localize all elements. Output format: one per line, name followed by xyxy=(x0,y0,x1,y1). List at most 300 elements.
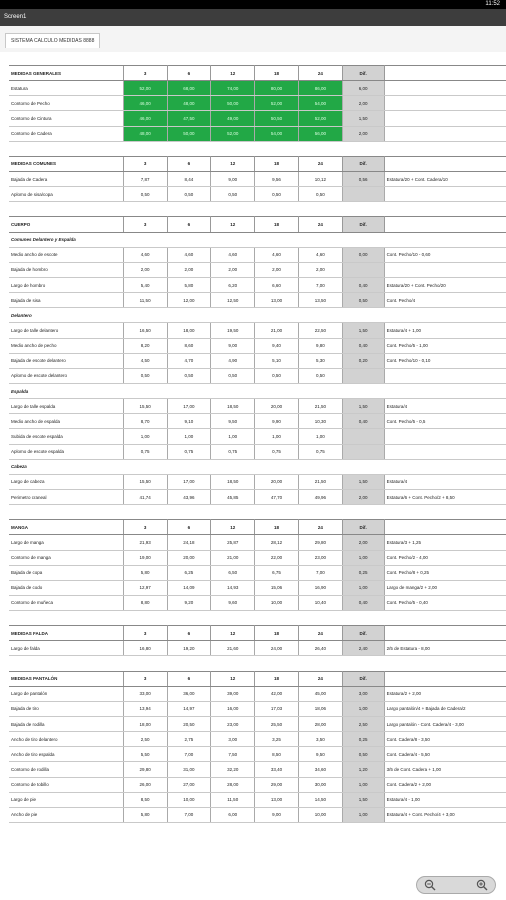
size-header-cell[interactable]: 6 xyxy=(167,217,211,232)
dif-cell[interactable]: 1,00 xyxy=(342,580,384,595)
value-cell[interactable]: 18,50 xyxy=(211,474,255,489)
formula-cell[interactable]: Cont. Pecho/4 xyxy=(384,293,506,308)
value-cell[interactable]: 80,00 xyxy=(255,81,299,96)
formula-cell[interactable] xyxy=(384,96,506,111)
value-cell[interactable]: 18,06 xyxy=(298,701,342,716)
value-cell[interactable]: 1,00 xyxy=(255,429,299,444)
size-header-cell[interactable]: 12 xyxy=(211,66,255,81)
dif-cell[interactable]: 1,00 xyxy=(342,550,384,565)
formula-cell[interactable]: Estatura/20 + Cont. Pecho/20 xyxy=(384,277,506,292)
value-cell[interactable]: 86,00 xyxy=(298,81,342,96)
value-cell[interactable]: 2,00 xyxy=(123,262,167,277)
measure-label[interactable]: Aplomo de sisa/copa xyxy=(9,187,123,202)
value-cell[interactable]: 16,90 xyxy=(298,580,342,595)
value-cell[interactable]: 9,90 xyxy=(255,414,299,429)
value-cell[interactable]: 9,56 xyxy=(255,171,299,186)
size-header-cell[interactable]: 24 xyxy=(298,671,342,686)
measure-label[interactable]: Estatura xyxy=(9,81,123,96)
dif-cell[interactable]: 1,50 xyxy=(342,792,384,807)
value-cell[interactable]: 52,00 xyxy=(298,111,342,126)
dif-cell[interactable]: 1,50 xyxy=(342,399,384,414)
value-cell[interactable]: 10,40 xyxy=(298,595,342,610)
value-cell[interactable]: 0,50 xyxy=(211,368,255,383)
value-cell[interactable]: 5,40 xyxy=(123,277,167,292)
formula-header-cell[interactable] xyxy=(384,520,506,535)
measure-label[interactable]: Medio ancho de pecho xyxy=(9,338,123,353)
value-cell[interactable]: 47,50 xyxy=(167,111,211,126)
value-cell[interactable]: 24,00 xyxy=(255,641,299,656)
value-cell[interactable]: 6,75 xyxy=(255,565,299,580)
size-header-cell[interactable]: 3 xyxy=(123,520,167,535)
dif-cell[interactable]: 1,00 xyxy=(342,807,384,822)
value-cell[interactable]: 11,50 xyxy=(123,293,167,308)
value-cell[interactable]: 31,00 xyxy=(167,762,211,777)
formula-header-cell[interactable] xyxy=(384,626,506,641)
measure-label[interactable]: Medio ancho de escote xyxy=(9,247,123,262)
size-header-cell[interactable]: 3 xyxy=(123,217,167,232)
value-cell[interactable]: 0,50 xyxy=(298,187,342,202)
measure-label[interactable]: Aplomo de escote espalda xyxy=(9,444,123,459)
value-cell[interactable]: 9,50 xyxy=(298,747,342,762)
size-header-cell[interactable]: 24 xyxy=(298,66,342,81)
value-cell[interactable]: 0,50 xyxy=(211,187,255,202)
size-header-cell[interactable]: 18 xyxy=(255,520,299,535)
dif-cell[interactable]: 0,50 xyxy=(342,293,384,308)
subsection-label[interactable]: Delantero xyxy=(9,308,506,323)
formula-header-cell[interactable] xyxy=(384,66,506,81)
value-cell[interactable]: 10,00 xyxy=(167,792,211,807)
value-cell[interactable]: 7,87 xyxy=(123,171,167,186)
formula-cell[interactable]: Estatura/4 - 1,00 xyxy=(384,792,506,807)
value-cell[interactable]: 0,50 xyxy=(167,187,211,202)
dif-cell[interactable]: 2,40 xyxy=(342,641,384,656)
dif-cell[interactable]: 0,56 xyxy=(342,171,384,186)
size-header-cell[interactable]: 6 xyxy=(167,671,211,686)
value-cell[interactable]: 4,60 xyxy=(167,247,211,262)
value-cell[interactable]: 30,00 xyxy=(298,777,342,792)
value-cell[interactable]: 9,00 xyxy=(255,807,299,822)
value-cell[interactable]: 3,00 xyxy=(211,732,255,747)
value-cell[interactable]: 10,00 xyxy=(298,807,342,822)
value-cell[interactable]: 8,44 xyxy=(167,171,211,186)
value-cell[interactable]: 18,00 xyxy=(123,717,167,732)
value-cell[interactable]: 20,00 xyxy=(167,550,211,565)
formula-cell[interactable]: Estatura/3 + 1,25 xyxy=(384,535,506,550)
measure-label[interactable]: Largo de cabeza xyxy=(9,474,123,489)
value-cell[interactable]: 3,50 xyxy=(298,732,342,747)
value-cell[interactable]: 4,70 xyxy=(167,353,211,368)
zoom-in-button[interactable] xyxy=(473,878,491,892)
value-cell[interactable]: 5,80 xyxy=(123,565,167,580)
dif-header-cell[interactable]: Dif. xyxy=(342,671,384,686)
value-cell[interactable]: 32,20 xyxy=(211,762,255,777)
value-cell[interactable]: 15,06 xyxy=(255,580,299,595)
value-cell[interactable]: 9,40 xyxy=(255,338,299,353)
size-header-cell[interactable]: 6 xyxy=(167,520,211,535)
size-header-cell[interactable]: 24 xyxy=(298,217,342,232)
value-cell[interactable]: 20,00 xyxy=(255,474,299,489)
value-cell[interactable]: 21,00 xyxy=(255,323,299,338)
value-cell[interactable]: 0,50 xyxy=(167,368,211,383)
subsection-label[interactable]: Comunes Delantero y Espalda xyxy=(9,232,506,247)
value-cell[interactable]: 1,00 xyxy=(123,429,167,444)
value-cell[interactable]: 2,00 xyxy=(167,262,211,277)
value-cell[interactable]: 20,00 xyxy=(255,399,299,414)
value-cell[interactable]: 0,75 xyxy=(255,444,299,459)
dif-cell[interactable]: 0,40 xyxy=(342,277,384,292)
value-cell[interactable]: 2,50 xyxy=(123,732,167,747)
measure-label[interactable]: Perimetro craneal xyxy=(9,489,123,504)
value-cell[interactable]: 21,60 xyxy=(211,641,255,656)
value-cell[interactable]: 9,50 xyxy=(211,414,255,429)
value-cell[interactable]: 47,70 xyxy=(255,489,299,504)
measure-label[interactable]: Bajada de copa xyxy=(9,565,123,580)
formula-cell[interactable]: Cont. Cadera/8 - 3,50 xyxy=(384,732,506,747)
value-cell[interactable]: 7,00 xyxy=(167,747,211,762)
value-cell[interactable]: 6,25 xyxy=(167,565,211,580)
value-cell[interactable]: 14,97 xyxy=(167,701,211,716)
value-cell[interactable]: 1,00 xyxy=(167,429,211,444)
value-cell[interactable]: 0,50 xyxy=(123,368,167,383)
size-header-cell[interactable]: 3 xyxy=(123,156,167,171)
section-title[interactable]: MANGA xyxy=(9,520,123,535)
size-header-cell[interactable]: 6 xyxy=(167,156,211,171)
value-cell[interactable]: 8,50 xyxy=(123,792,167,807)
value-cell[interactable]: 25,87 xyxy=(211,535,255,550)
formula-cell[interactable]: 2/5 de Estatura - 8,00 xyxy=(384,641,506,656)
formula-cell[interactable]: Cont. Pecho/2 - 4,00 xyxy=(384,550,506,565)
value-cell[interactable]: 20,50 xyxy=(167,717,211,732)
value-cell[interactable]: 15,50 xyxy=(123,399,167,414)
measure-label[interactable]: Largo de talle delantero xyxy=(9,323,123,338)
size-header-cell[interactable]: 3 xyxy=(123,626,167,641)
dif-cell[interactable] xyxy=(342,262,384,277)
size-header-cell[interactable]: 18 xyxy=(255,626,299,641)
measure-label[interactable]: Ancho de pie xyxy=(9,807,123,822)
value-cell[interactable]: 9,60 xyxy=(211,595,255,610)
formula-cell[interactable]: Cont. Pecho/8 + 0,25 xyxy=(384,565,506,580)
formula-cell[interactable]: Cont. Pecho/5 - 1,00 xyxy=(384,338,506,353)
value-cell[interactable]: 14,50 xyxy=(298,792,342,807)
value-cell[interactable]: 15,50 xyxy=(123,474,167,489)
value-cell[interactable]: 43,96 xyxy=(167,489,211,504)
dif-cell[interactable]: 0,25 xyxy=(342,565,384,580)
value-cell[interactable]: 8,50 xyxy=(255,747,299,762)
dif-cell[interactable]: 2,00 xyxy=(342,96,384,111)
value-cell[interactable]: 9,20 xyxy=(167,595,211,610)
value-cell[interactable]: 49,00 xyxy=(211,111,255,126)
value-cell[interactable]: 56,00 xyxy=(298,126,342,141)
formula-header-cell[interactable] xyxy=(384,156,506,171)
value-cell[interactable]: 21,50 xyxy=(298,399,342,414)
value-cell[interactable]: 3,25 xyxy=(255,732,299,747)
value-cell[interactable]: 6,50 xyxy=(211,565,255,580)
value-cell[interactable]: 4,60 xyxy=(211,247,255,262)
formula-header-cell[interactable] xyxy=(384,671,506,686)
formula-cell[interactable] xyxy=(384,126,506,141)
formula-cell[interactable] xyxy=(384,429,506,444)
size-header-cell[interactable]: 3 xyxy=(123,671,167,686)
section-title[interactable]: MEDIDAS PANTALÓN xyxy=(9,671,123,686)
dif-cell[interactable]: 1,50 xyxy=(342,323,384,338)
value-cell[interactable]: 74,00 xyxy=(211,81,255,96)
value-cell[interactable]: 2,00 xyxy=(211,262,255,277)
dif-cell[interactable] xyxy=(342,429,384,444)
measure-label[interactable]: Largo de falda xyxy=(9,641,123,656)
value-cell[interactable]: 10,12 xyxy=(298,171,342,186)
value-cell[interactable]: 39,00 xyxy=(211,686,255,701)
value-cell[interactable]: 46,00 xyxy=(123,111,167,126)
value-cell[interactable]: 52,00 xyxy=(123,81,167,96)
value-cell[interactable]: 17,00 xyxy=(167,474,211,489)
value-cell[interactable]: 5,50 xyxy=(123,747,167,762)
dif-cell[interactable] xyxy=(342,444,384,459)
size-header-cell[interactable]: 18 xyxy=(255,156,299,171)
value-cell[interactable]: 54,00 xyxy=(298,96,342,111)
dif-cell[interactable]: 0,40 xyxy=(342,414,384,429)
dif-cell[interactable]: 2,50 xyxy=(342,717,384,732)
value-cell[interactable]: 12,97 xyxy=(123,580,167,595)
formula-cell[interactable]: Estatura/6 + Cont. Pecho/2 + 8,50 xyxy=(384,489,506,504)
value-cell[interactable]: 11,50 xyxy=(211,792,255,807)
formula-cell[interactable] xyxy=(384,81,506,96)
value-cell[interactable]: 22,50 xyxy=(298,323,342,338)
value-cell[interactable]: 4,60 xyxy=(255,247,299,262)
value-cell[interactable]: 0,75 xyxy=(123,444,167,459)
measure-label[interactable]: Bajada de hombro xyxy=(9,262,123,277)
measure-label[interactable]: Contorno de tobillo xyxy=(9,777,123,792)
measure-label[interactable]: Medio ancho de espalda xyxy=(9,414,123,429)
dif-header-cell[interactable]: Dif. xyxy=(342,520,384,535)
value-cell[interactable]: 16,00 xyxy=(211,701,255,716)
size-header-cell[interactable]: 6 xyxy=(167,66,211,81)
value-cell[interactable]: 28,12 xyxy=(255,535,299,550)
measure-label[interactable]: Largo de manga xyxy=(9,535,123,550)
formula-cell[interactable]: Largo pantalón - Cont. Cadera/4 - 3,00 xyxy=(384,717,506,732)
dif-cell[interactable]: 0,40 xyxy=(342,338,384,353)
value-cell[interactable]: 49,96 xyxy=(298,489,342,504)
measure-label[interactable]: Bajada de escote delantero xyxy=(9,353,123,368)
value-cell[interactable]: 1,00 xyxy=(298,429,342,444)
dif-header-cell[interactable]: Dif. xyxy=(342,626,384,641)
value-cell[interactable]: 5,80 xyxy=(123,807,167,822)
value-cell[interactable]: 50,00 xyxy=(167,126,211,141)
formula-cell[interactable]: Estatura/4 xyxy=(384,474,506,489)
value-cell[interactable]: 25,50 xyxy=(255,717,299,732)
value-cell[interactable]: 26,00 xyxy=(123,777,167,792)
value-cell[interactable]: 24,18 xyxy=(167,535,211,550)
size-header-cell[interactable]: 12 xyxy=(211,671,255,686)
value-cell[interactable]: 28,00 xyxy=(298,717,342,732)
measure-label[interactable]: Contorno de Cadera xyxy=(9,126,123,141)
value-cell[interactable]: 0,50 xyxy=(255,187,299,202)
value-cell[interactable]: 33,00 xyxy=(123,686,167,701)
size-header-cell[interactable]: 12 xyxy=(211,156,255,171)
formula-cell[interactable]: Cont. Cadera/4 - 5,50 xyxy=(384,747,506,762)
formula-cell[interactable] xyxy=(384,262,506,277)
dif-cell[interactable]: 2,00 xyxy=(342,535,384,550)
value-cell[interactable]: 41,74 xyxy=(123,489,167,504)
value-cell[interactable]: 45,85 xyxy=(211,489,255,504)
value-cell[interactable]: 21,00 xyxy=(211,550,255,565)
measure-label[interactable]: Aplomo de escote delantero xyxy=(9,368,123,383)
value-cell[interactable]: 6,20 xyxy=(211,277,255,292)
value-cell[interactable]: 0,50 xyxy=(255,368,299,383)
value-cell[interactable]: 19,50 xyxy=(211,323,255,338)
value-cell[interactable]: 0,50 xyxy=(298,368,342,383)
value-cell[interactable]: 0,75 xyxy=(167,444,211,459)
subsection-label[interactable]: Cabeza xyxy=(9,459,506,474)
formula-cell[interactable] xyxy=(384,368,506,383)
value-cell[interactable]: 8,60 xyxy=(167,338,211,353)
value-cell[interactable]: 16,50 xyxy=(123,323,167,338)
dif-cell[interactable]: 2,00 xyxy=(342,489,384,504)
value-cell[interactable]: 48,00 xyxy=(123,126,167,141)
value-cell[interactable]: 0,75 xyxy=(298,444,342,459)
dif-cell[interactable] xyxy=(342,187,384,202)
size-header-cell[interactable]: 24 xyxy=(298,156,342,171)
formula-cell[interactable]: Cont. Pecho/10 - 0,60 xyxy=(384,247,506,262)
measure-label[interactable]: Contorno de rodilla xyxy=(9,762,123,777)
value-cell[interactable]: 0,50 xyxy=(123,187,167,202)
value-cell[interactable]: 33,40 xyxy=(255,762,299,777)
value-cell[interactable]: 2,00 xyxy=(255,262,299,277)
value-cell[interactable]: 10,00 xyxy=(255,595,299,610)
value-cell[interactable]: 12,00 xyxy=(167,293,211,308)
value-cell[interactable]: 8,80 xyxy=(123,595,167,610)
section-title[interactable]: MEDIDAS COMUNES xyxy=(9,156,123,171)
dif-cell[interactable]: 1,00 xyxy=(342,777,384,792)
section-title[interactable]: MEDIDAS FALDA xyxy=(9,626,123,641)
value-cell[interactable]: 68,00 xyxy=(167,81,211,96)
value-cell[interactable]: 9,00 xyxy=(211,171,255,186)
size-header-cell[interactable]: 12 xyxy=(211,217,255,232)
value-cell[interactable]: 8,70 xyxy=(123,414,167,429)
value-cell[interactable]: 6,60 xyxy=(255,277,299,292)
dif-cell[interactable]: 1,20 xyxy=(342,762,384,777)
value-cell[interactable]: 4,60 xyxy=(298,247,342,262)
value-cell[interactable]: 36,00 xyxy=(167,686,211,701)
value-cell[interactable]: 18,50 xyxy=(211,399,255,414)
size-header-cell[interactable]: 24 xyxy=(298,520,342,535)
measure-label[interactable]: Subida de escote espalda xyxy=(9,429,123,444)
value-cell[interactable]: 16,80 xyxy=(123,641,167,656)
value-cell[interactable]: 50,50 xyxy=(255,111,299,126)
formula-cell[interactable]: Estatura/4 + Cont. Pecho/4 + 3,00 xyxy=(384,807,506,822)
measure-label[interactable]: Bajada de Cadera xyxy=(9,171,123,186)
value-cell[interactable]: 21,93 xyxy=(123,535,167,550)
value-cell[interactable]: 6,00 xyxy=(211,807,255,822)
value-cell[interactable]: 26,40 xyxy=(298,641,342,656)
formula-cell[interactable]: Estatura/20 + Cont. Cadera/10 xyxy=(384,171,506,186)
formula-header-cell[interactable] xyxy=(384,217,506,232)
value-cell[interactable]: 4,90 xyxy=(211,353,255,368)
value-cell[interactable]: 29,00 xyxy=(255,777,299,792)
value-cell[interactable]: 13,94 xyxy=(123,701,167,716)
dif-cell[interactable]: 6,00 xyxy=(342,81,384,96)
value-cell[interactable]: 10,30 xyxy=(298,414,342,429)
value-cell[interactable]: 7,00 xyxy=(298,565,342,580)
measure-label[interactable]: Ancho de tiro delantero xyxy=(9,732,123,747)
value-cell[interactable]: 17,03 xyxy=(255,701,299,716)
dif-header-cell[interactable]: Dif. xyxy=(342,156,384,171)
value-cell[interactable]: 0,75 xyxy=(211,444,255,459)
dif-cell[interactable]: 1,50 xyxy=(342,474,384,489)
formula-cell[interactable] xyxy=(384,111,506,126)
measure-label[interactable]: Bajada de rodilla xyxy=(9,717,123,732)
value-cell[interactable]: 9,00 xyxy=(211,338,255,353)
value-cell[interactable]: 7,00 xyxy=(298,277,342,292)
value-cell[interactable]: 14,93 xyxy=(211,580,255,595)
measure-label[interactable]: Largo de pie xyxy=(9,792,123,807)
formula-cell[interactable]: Cont. Pecho/5 - 0,5 xyxy=(384,414,506,429)
value-cell[interactable]: 13,50 xyxy=(298,293,342,308)
value-cell[interactable]: 50,00 xyxy=(211,96,255,111)
value-cell[interactable]: 8,20 xyxy=(123,338,167,353)
zoom-out-button[interactable] xyxy=(421,878,439,892)
value-cell[interactable]: 52,00 xyxy=(255,96,299,111)
formula-cell[interactable]: Cont. Pecho/10 - 0,10 xyxy=(384,353,506,368)
value-cell[interactable]: 17,00 xyxy=(167,399,211,414)
value-cell[interactable]: 46,00 xyxy=(123,96,167,111)
measure-label[interactable]: Contorno de muñeca xyxy=(9,595,123,610)
size-header-cell[interactable]: 18 xyxy=(255,671,299,686)
value-cell[interactable]: 54,00 xyxy=(255,126,299,141)
measure-label[interactable]: Largo de pantalón xyxy=(9,686,123,701)
value-cell[interactable]: 9,80 xyxy=(298,338,342,353)
value-cell[interactable]: 7,00 xyxy=(167,807,211,822)
dif-cell[interactable]: 0,40 xyxy=(342,595,384,610)
value-cell[interactable]: 23,00 xyxy=(211,717,255,732)
value-cell[interactable]: 29,80 xyxy=(298,535,342,550)
formula-cell[interactable]: Estatura/2 + 2,00 xyxy=(384,686,506,701)
value-cell[interactable]: 5,10 xyxy=(255,353,299,368)
measure-label[interactable]: Bajada de sisa xyxy=(9,293,123,308)
value-cell[interactable]: 4,60 xyxy=(123,247,167,262)
value-cell[interactable]: 28,00 xyxy=(211,777,255,792)
measure-label[interactable]: Bajada de tiro xyxy=(9,701,123,716)
measure-label[interactable]: Contorno de Pecho xyxy=(9,96,123,111)
formula-cell[interactable]: Largo de manga/2 + 2,00 xyxy=(384,580,506,595)
size-header-cell[interactable]: 12 xyxy=(211,520,255,535)
formula-cell[interactable]: Largo pantalón/4 + Bajada de Cadera/2 xyxy=(384,701,506,716)
dif-cell[interactable]: 0,00 xyxy=(342,247,384,262)
value-cell[interactable]: 52,00 xyxy=(211,126,255,141)
value-cell[interactable]: 21,50 xyxy=(298,474,342,489)
value-cell[interactable]: 34,60 xyxy=(298,762,342,777)
size-header-cell[interactable]: 24 xyxy=(298,626,342,641)
value-cell[interactable]: 4,50 xyxy=(123,353,167,368)
dif-cell[interactable]: 3,00 xyxy=(342,686,384,701)
value-cell[interactable]: 18,00 xyxy=(167,323,211,338)
value-cell[interactable]: 13,00 xyxy=(255,293,299,308)
value-cell[interactable]: 2,00 xyxy=(298,262,342,277)
value-cell[interactable]: 45,00 xyxy=(298,686,342,701)
dif-cell[interactable]: 2,00 xyxy=(342,126,384,141)
value-cell[interactable]: 48,00 xyxy=(167,96,211,111)
value-cell[interactable]: 9,10 xyxy=(167,414,211,429)
measure-label[interactable]: Contorno de Cintura xyxy=(9,111,123,126)
value-cell[interactable]: 12,50 xyxy=(211,293,255,308)
formula-cell[interactable] xyxy=(384,444,506,459)
measure-label[interactable]: Largo de talle espalda xyxy=(9,399,123,414)
dif-cell[interactable]: 1,50 xyxy=(342,111,384,126)
formula-cell[interactable]: Cont. Cadera/2 + 2,00 xyxy=(384,777,506,792)
measure-label[interactable]: Ancho de tiro espalda xyxy=(9,747,123,762)
subsection-label[interactable]: Espalda xyxy=(9,383,506,398)
formula-cell[interactable]: Cont. Pecho/5 - 0,40 xyxy=(384,595,506,610)
dif-cell[interactable] xyxy=(342,368,384,383)
